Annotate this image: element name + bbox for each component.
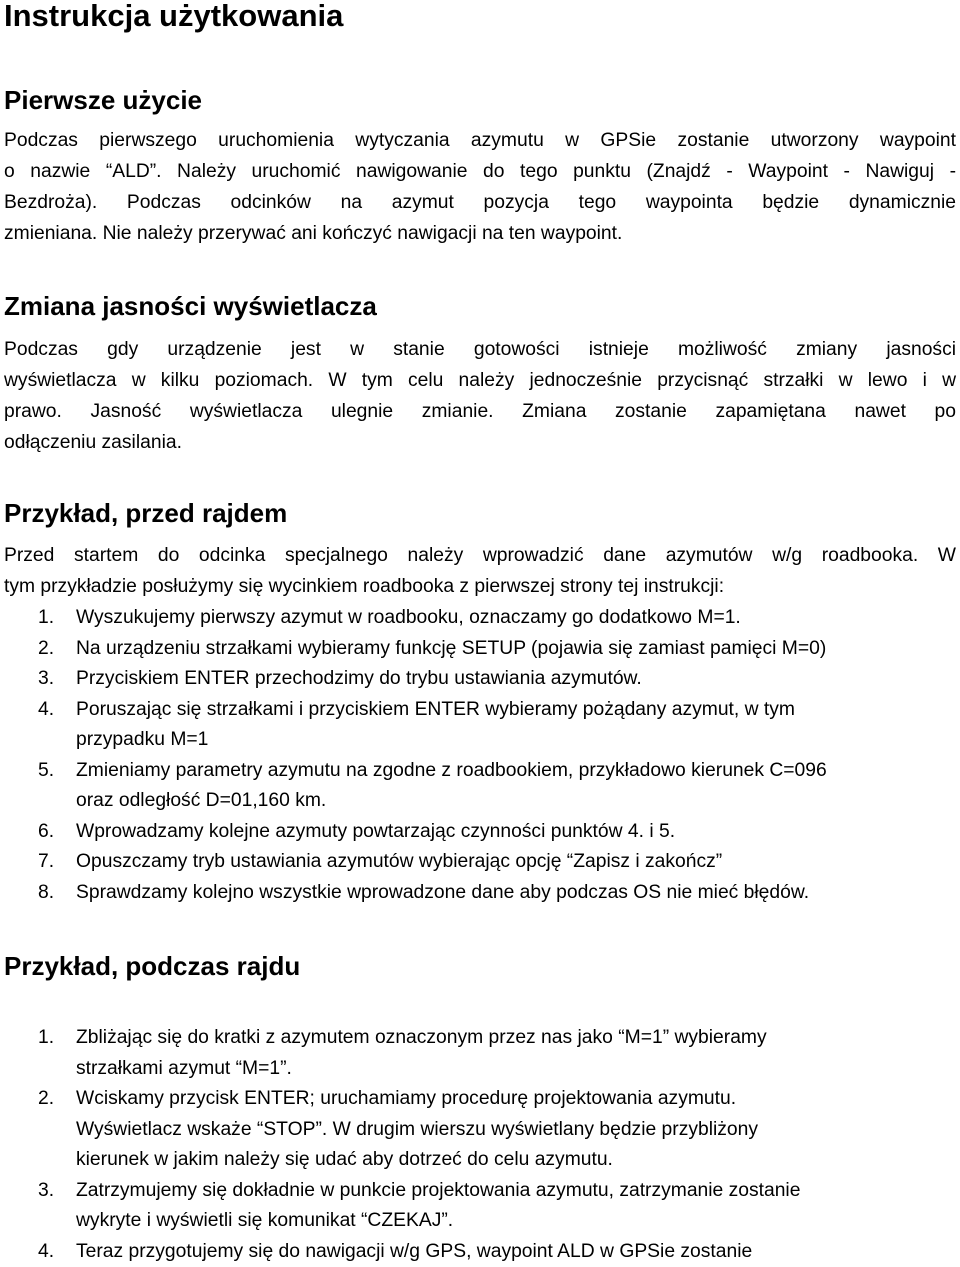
list-item-text: Poruszając się strzałkami i przyciskiem ENTER wybieramy pożądany azymut, w tym bbox=[76, 695, 956, 726]
list-item-number: 8. bbox=[38, 878, 54, 909]
list-item-text: oraz odległość D=01,160 km. bbox=[76, 786, 956, 817]
paragraph-line: o nazwie “ALD”. Należy uruchomić nawigowanie do tego punktu (Znajdź - Waypoint - Nawiguj - bbox=[4, 156, 956, 187]
section-heading-during-rally: Przykład, podczas rajdu bbox=[4, 950, 300, 982]
list-item-text: Sprawdzamy kolejno wszystkie wprowadzone dane aby podczas OS nie mieć błędów. bbox=[76, 878, 956, 909]
list-item-text: strzałkami azymut “M=1”. bbox=[76, 1054, 956, 1085]
list-item-text: Opuszczamy tryb ustawiania azymutów wybierając opcję “Zapisz i zakończ” bbox=[76, 847, 956, 878]
list-item bbox=[4, 1023, 956, 1084]
section-paragraph-before-rally bbox=[4, 540, 956, 602]
list-item-number: 7. bbox=[38, 847, 54, 878]
list-item bbox=[4, 634, 956, 665]
list-item bbox=[4, 1237, 956, 1267]
list-item-text: przypadku M=1 bbox=[76, 725, 956, 756]
list-item-text: Teraz przygotujemy się do nawigacji w/g GPS, waypoint ALD w GPSie zostanie bbox=[76, 1237, 956, 1267]
list-item-text: kierunek w jakim należy się udać aby dotrzeć do celu azymutu. bbox=[76, 1145, 956, 1176]
list-item-number: 4. bbox=[38, 1237, 54, 1267]
list-item-number: 3. bbox=[38, 1176, 54, 1207]
list-item-number: 6. bbox=[38, 817, 54, 848]
section-heading-before-rally: Przykład, przed rajdem bbox=[4, 497, 287, 529]
list-item-text: Wyświetlacz wskaże “STOP”. W drugim wierszu wyświetlany będzie przybliżony bbox=[76, 1115, 956, 1146]
list-item bbox=[4, 817, 956, 848]
paragraph-line: prawo. Jasność wyświetlacza ulegnie zmianie. Zmiana zostanie zapamiętana nawet po bbox=[4, 396, 956, 427]
list-item bbox=[4, 1176, 956, 1237]
paragraph-line: odłączeniu zasilania. bbox=[4, 427, 956, 458]
list-item bbox=[4, 847, 956, 878]
paragraph-line: Podczas pierwszego uruchomienia wytyczania azymutu w GPSie zostanie utworzony waypoint bbox=[4, 125, 956, 156]
list-item-number: 3. bbox=[38, 664, 54, 695]
list-item-text: wykryte i wyświetli się komunikat “CZEKAJ”. bbox=[76, 1206, 956, 1237]
list-item bbox=[4, 1084, 956, 1176]
paragraph-line: tym przykładzie posłużymy się wycinkiem roadbooka z pierwszej strony tej instrukcji: bbox=[4, 571, 956, 602]
paragraph-line: wyświetlacza w kilku poziomach. W tym celu należy jednocześnie przycisnąć strzałki w lewo i w bbox=[4, 365, 956, 396]
paragraph-line: Bezdroża). Podczas odcinków na azymut pozycja tego waypointa będzie dynamicznie bbox=[4, 187, 956, 218]
list-item-number: 5. bbox=[38, 756, 54, 787]
list-item-text: Na urządzeniu strzałkami wybieramy funkcję SETUP (pojawia się zamiast pamięci M=0) bbox=[76, 634, 956, 665]
page-title: Instrukcja użytkowania bbox=[4, 0, 343, 34]
list-item bbox=[4, 878, 956, 909]
list-item-number: 2. bbox=[38, 634, 54, 665]
list-item-text: Zmieniamy parametry azymutu na zgodne z roadbookiem, przykładowo kierunek C=096 bbox=[76, 756, 956, 787]
section-heading-brightness: Zmiana jasności wyświetlacza bbox=[4, 290, 377, 322]
list-item-number: 4. bbox=[38, 695, 54, 726]
list-item bbox=[4, 695, 956, 756]
paragraph-line: zmieniana. Nie należy przerywać ani kończyć nawigacji na ten waypoint. bbox=[4, 218, 956, 249]
list-item-text: Przyciskiem ENTER przechodzimy do trybu ustawiania azymutów. bbox=[76, 664, 956, 695]
list-item bbox=[4, 603, 956, 634]
list-item-number: 2. bbox=[38, 1084, 54, 1115]
list-item-text: Wciskamy przycisk ENTER; uruchamiamy procedurę projektowania azymutu. bbox=[76, 1084, 956, 1115]
list-item bbox=[4, 664, 956, 695]
section-heading-first-use: Pierwsze użycie bbox=[4, 84, 202, 116]
list-item-text: Wprowadzamy kolejne azymuty powtarzając czynności punktów 4. i 5. bbox=[76, 817, 956, 848]
paragraph-line: Podczas gdy urządzenie jest w stanie gotowości istnieje możliwość zmiany jasności bbox=[4, 334, 956, 365]
list-item-number: 1. bbox=[38, 603, 54, 634]
list-item-text: Wyszukujemy pierwszy azymut w roadbooku, oznaczamy go dodatkowo M=1. bbox=[76, 603, 956, 634]
list-item-text: Zatrzymujemy się dokładnie w punkcie projektowania azymutu, zatrzymanie zostanie bbox=[76, 1176, 956, 1207]
paragraph-line: Przed startem do odcinka specjalnego należy wprowadzić dane azymutów w/g roadbooka. W bbox=[4, 540, 956, 571]
list-item bbox=[4, 756, 956, 817]
section-paragraph-first-use bbox=[4, 125, 956, 249]
steps-list-before-rally bbox=[4, 603, 956, 908]
section-paragraph-brightness bbox=[4, 334, 956, 458]
steps-list-during-rally bbox=[4, 1023, 956, 1267]
list-item-number: 1. bbox=[38, 1023, 54, 1054]
list-item-text: Zbliżając się do kratki z azymutem oznaczonym przez nas jako “M=1” wybieramy bbox=[76, 1023, 956, 1054]
